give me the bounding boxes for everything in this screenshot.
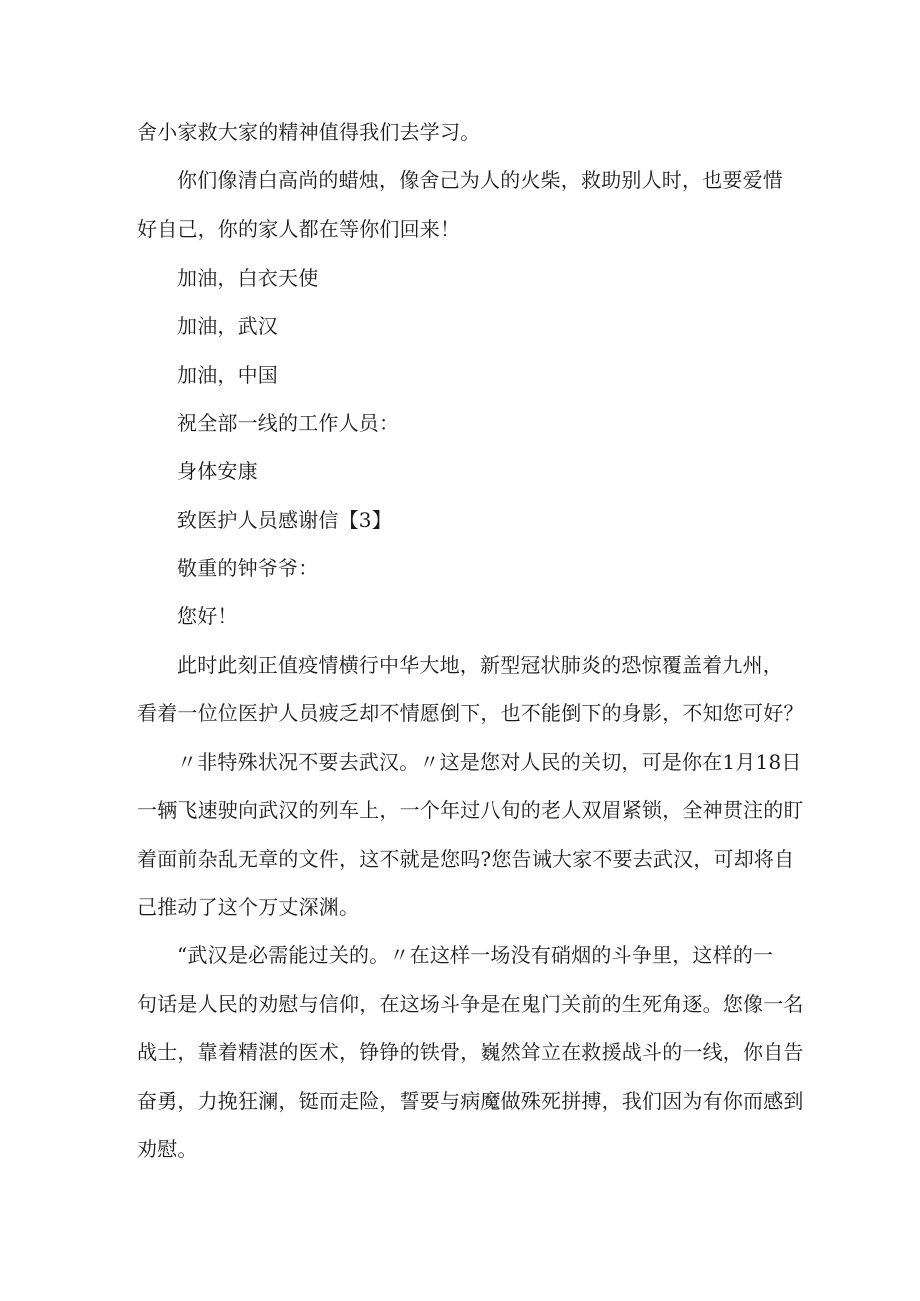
section-heading: 致医护人员感谢信【3】 <box>177 508 392 532</box>
paragraph-line: 看着一位位医护人员疲乏却不情愿倒下，也不能倒下的身影，不知您可好？ <box>137 701 804 725</box>
paragraph-line: 战士，靠着精湛的医术，铮铮的铁骨，巍然耸立在救援战斗的一线，你自告 <box>137 1040 804 1064</box>
paragraph-line: 祝全部一线的工作人员： <box>177 411 400 435</box>
paragraph-line: 身体安康 <box>177 459 258 483</box>
paragraph-line: 〃非特殊状况不要去武汉。〃这是您对人民的关切，可是你在1月18日 <box>177 750 802 774</box>
paragraph-line: 加油，白衣天使 <box>177 266 319 290</box>
paragraph-line: 舍小家救大家的精神值得我们去学习。 <box>137 120 481 144</box>
salutation: 敬重的钟爷爷： <box>177 556 319 580</box>
paragraph-line: 好自己，你的家人都在等你们回来！ <box>137 217 461 241</box>
paragraph-line: 加油，中国 <box>177 363 278 387</box>
paragraph-line: 劝慰。 <box>137 1137 198 1161</box>
paragraph-line: 奋勇，力挽狂澜，铤而走险，誓要与病魔做殊死拼搏，我们因为有你而感到 <box>137 1089 804 1113</box>
paragraph-line: 加油，武汉 <box>177 314 278 338</box>
paragraph-line: 此时此刻正值疫情横行中华大地，新型冠状肺炎的恐惊覆盖着九州， <box>177 653 783 677</box>
paragraph-line: 着面前杂乱无章的文件，这不就是您吗?您告诫大家不要去武汉，可却将自 <box>137 847 795 871</box>
paragraph-line: 句话是人民的劝慰与信仰，在这场斗争是在鬼门关前的生死角逐。您像一名 <box>137 992 804 1016</box>
paragraph-line: 己推动了这个万丈深渊。 <box>137 895 360 919</box>
paragraph-line: 你们像清白高尚的蜡烛，像舍己为人的火柴，救助别人时，也要爱惜 <box>177 168 783 192</box>
paragraph-line: 一辆飞速驶向武汉的列车上，一个年过八旬的老人双眉紧锁，全神贯注的盯 <box>137 798 804 822</box>
paragraph-line: “武汉是必需能过关的。〃在这样一场没有硝烟的斗争里，这样的一 <box>177 943 774 967</box>
greeting: 您好！ <box>177 604 238 628</box>
